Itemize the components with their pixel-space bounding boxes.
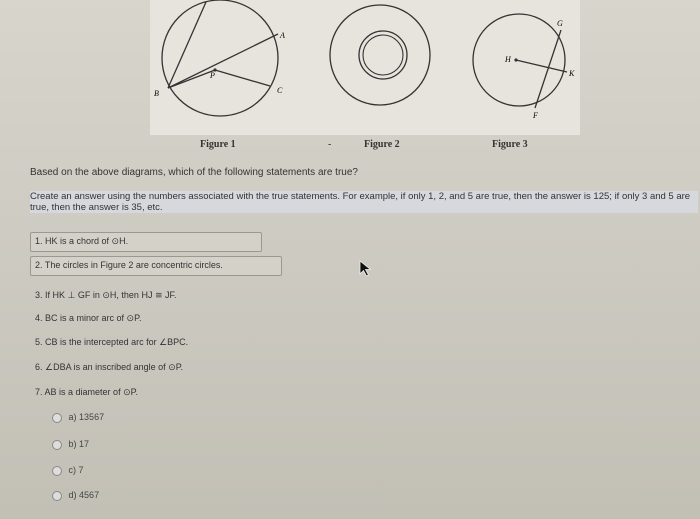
- figures-diagram: [0, 0, 700, 140]
- figure-2-concentric-circles: [330, 5, 430, 105]
- option-value: 17: [79, 439, 90, 449]
- figure-2-caption: Figure 2: [364, 139, 400, 150]
- statement-num: 4.: [35, 313, 43, 323]
- radio-icon[interactable]: [52, 491, 62, 501]
- statement-2: [35, 260, 223, 270]
- statement-text: AB is a diameter of ⊙P.: [44, 387, 138, 397]
- option-value: 7: [78, 465, 84, 475]
- statement-num: 7.: [35, 387, 43, 397]
- statement-text: BC is a minor arc of ⊙P.: [45, 313, 142, 323]
- statement-text: CB is the intercepted arc for ∠BPC.: [45, 337, 189, 347]
- statement-3: [35, 290, 176, 301]
- statement-1: [35, 236, 128, 247]
- statement-num: 6.: [35, 362, 43, 372]
- figure-1-circle-p: [154, 0, 285, 116]
- statement-text: ∠DBA is an inscribed angle of ⊙P.: [45, 362, 184, 372]
- radio-icon[interactable]: [52, 466, 62, 476]
- question-text: Based on the above diagrams, which of the following statements are true?: [30, 167, 358, 178]
- figure-1-caption: Figure 1: [200, 139, 236, 150]
- option-letter: b): [68, 439, 77, 449]
- statement-num: 2.: [35, 260, 43, 270]
- statement-text: If HK ⊥ GF in ⊙H, then HJ ≅ JF.: [45, 290, 177, 300]
- statement-text: HK is a chord of ⊙H.: [45, 236, 129, 246]
- statement-7: [35, 387, 138, 398]
- mouse-cursor-icon: [358, 260, 374, 278]
- option-c[interactable]: [52, 465, 84, 476]
- radio-icon[interactable]: [52, 440, 62, 450]
- instructions-text: Create an answer using the numbers associated with the true statements. For example, if only 1, 2, and 5 are true, then the answer is 125; if only 3 and 5 are true, then the answer is 35, etc.: [30, 191, 698, 213]
- statement-num: 5.: [35, 337, 43, 347]
- statement-num: 1.: [35, 236, 43, 246]
- option-b[interactable]: [52, 439, 89, 450]
- statement-4: [35, 313, 141, 324]
- option-value: 13567: [79, 412, 105, 422]
- figure-3-caption: Figure 3: [492, 139, 528, 150]
- option-d[interactable]: [52, 490, 99, 501]
- label-k: K: [569, 69, 575, 78]
- label-a: A: [280, 31, 285, 40]
- radio-icon[interactable]: [52, 413, 62, 423]
- option-value: 4567: [79, 490, 100, 500]
- label-p: P: [210, 71, 215, 80]
- label-g: G: [557, 19, 563, 28]
- option-a[interactable]: [52, 412, 104, 423]
- statement-num: 3.: [35, 290, 43, 300]
- label-h: H: [505, 55, 511, 64]
- statement-5: [35, 337, 188, 348]
- option-letter: c): [68, 465, 77, 475]
- statement-text: The circles in Figure 2 are concentric circles.: [44, 260, 223, 270]
- label-c: C: [277, 86, 283, 95]
- label-b: B: [154, 89, 159, 98]
- option-letter: a): [68, 412, 77, 422]
- caption-dash: -: [328, 139, 332, 150]
- label-f: F: [533, 111, 538, 120]
- statement-6: [35, 362, 183, 373]
- figure-3-circle-h: [473, 14, 575, 120]
- option-letter: d): [68, 490, 77, 500]
